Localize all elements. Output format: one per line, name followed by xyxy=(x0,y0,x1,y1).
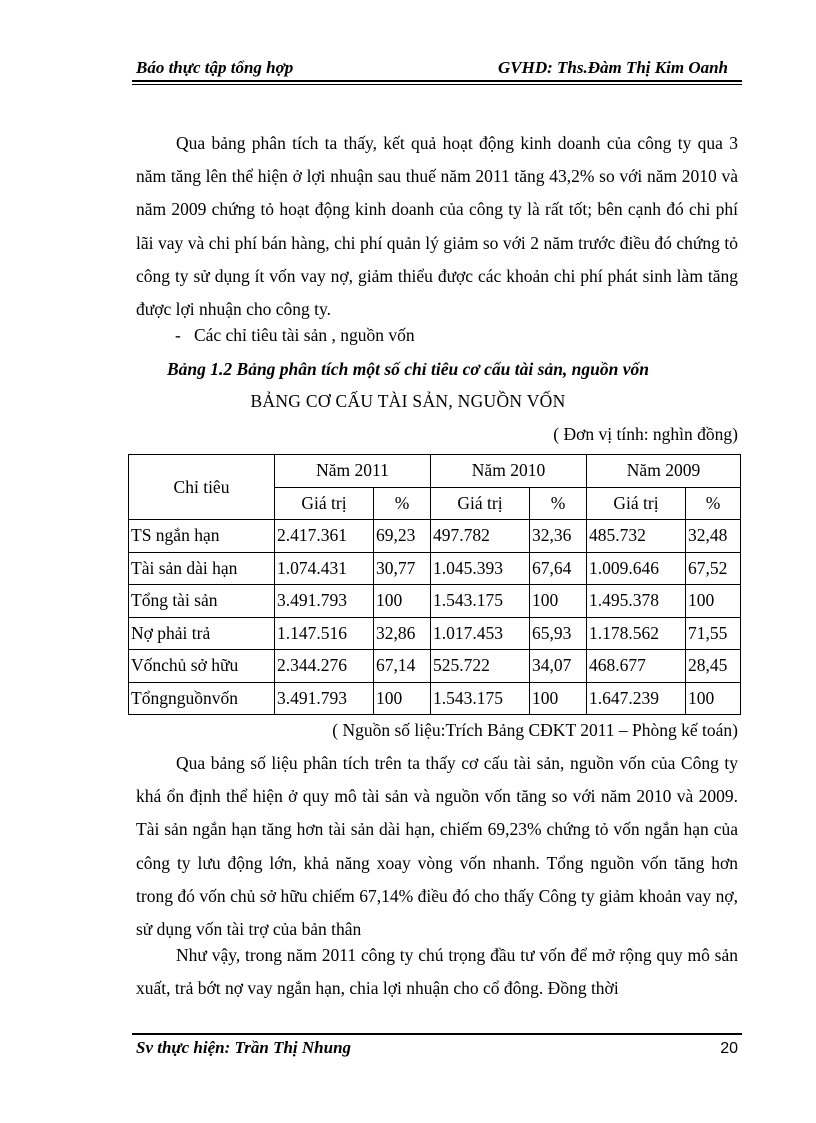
page-header xyxy=(132,56,742,78)
header-supervisor: GVHD: Ths.Đàm Thị Kim Oanh xyxy=(497,58,728,77)
cell-value: 1.647.239 xyxy=(587,682,686,715)
header-year: Năm 2010 xyxy=(431,455,587,488)
page-number: 20 xyxy=(720,1040,738,1057)
header-report-title: Báo thực tập tổng hợp xyxy=(136,58,294,77)
cell-percent: 32,48 xyxy=(686,520,741,553)
row-label: Tổng tài sản xyxy=(129,585,275,618)
table-row xyxy=(129,552,741,585)
cell-percent: 32,36 xyxy=(530,520,587,553)
cell-value: 1.045.393 xyxy=(431,552,530,585)
body-paragraph-1: Qua bảng phân tích ta thấy, kết quả hoạt động kinh doanh của công ty qua 3 năm tăng lên thể hiện ở lợi nhuận sau thuế năm 2011 tăng 43,2% so với năm 2010 và năm 2009 chứng tỏ hoạt động kinh doanh của công ty là rất tốt; bên cạnh đó chi phí lãi vay và chi phí bán hàng, chi phí quản lý giảm so với 2 năm trước điều đó chứng tỏ công ty sử dụng ít vốn vay nợ, giảm thiểu được các khoản chi phí phát sinh làm tăng được lợi nhuận cho công ty. xyxy=(136,133,738,320)
cell-percent: 67,64 xyxy=(530,552,587,585)
table-caption: Bảng 1.2 Bảng phân tích một số chỉ tiêu cơ cấu tài sản, nguồn vốn xyxy=(167,359,649,379)
data-source-note: ( Nguồn số liệu:Trích Bảng CĐKT 2011 – Phòng kế toán) xyxy=(332,720,738,740)
cell-percent: 69,23 xyxy=(374,520,431,553)
cell-percent: 100 xyxy=(374,682,431,715)
cell-value: 497.782 xyxy=(431,520,530,553)
header-percent: % xyxy=(374,487,431,520)
cell-value: 1.074.431 xyxy=(275,552,374,585)
cell-value: 2.344.276 xyxy=(275,650,374,683)
cell-value: 485.732 xyxy=(587,520,686,553)
cell-value: 1.009.646 xyxy=(587,552,686,585)
cell-percent: 34,07 xyxy=(530,650,587,683)
cell-percent: 100 xyxy=(686,682,741,715)
header-percent: % xyxy=(686,487,741,520)
table-row xyxy=(129,682,741,715)
cell-percent: 67,52 xyxy=(686,552,741,585)
table-header-row-years xyxy=(129,455,741,488)
header-year: Năm 2009 xyxy=(587,455,741,488)
header-rule-thin xyxy=(132,84,742,85)
cell-percent: 100 xyxy=(374,585,431,618)
cell-percent: 71,55 xyxy=(686,617,741,650)
cell-value: 468.677 xyxy=(587,650,686,683)
table-row xyxy=(129,585,741,618)
table-row xyxy=(129,650,741,683)
row-label: Nợ phải trả xyxy=(129,617,275,650)
footer-rule xyxy=(132,1033,742,1035)
cell-percent: 100 xyxy=(530,682,587,715)
header-rule-thick xyxy=(132,80,742,82)
header-value: Giá trị xyxy=(431,487,530,520)
cell-percent: 65,93 xyxy=(530,617,587,650)
body-paragraph-3: Như vậy, trong năm 2011 công ty chú trọng đầu tư vốn để mở rộng quy mô sản xuất, trả bớt nợ vay ngắn hạn, chia lợi nhuận cho cổ đông. Đồng thời xyxy=(136,945,738,999)
table-subtitle: BẢNG CƠ CẤU TÀI SẢN, NGUỒN VỐN xyxy=(250,391,566,411)
header-value: Giá trị xyxy=(587,487,686,520)
header-year: Năm 2011 xyxy=(275,455,431,488)
cell-value: 1.147.516 xyxy=(275,617,374,650)
header-value: Giá trị xyxy=(275,487,374,520)
cell-value: 1.543.175 xyxy=(431,585,530,618)
cell-percent: 28,45 xyxy=(686,650,741,683)
asset-structure-table xyxy=(128,454,741,715)
cell-value: 1.178.562 xyxy=(587,617,686,650)
row-label: Vốnchủ sở hữu xyxy=(129,650,275,683)
cell-percent: 100 xyxy=(530,585,587,618)
table-row xyxy=(129,617,741,650)
cell-value: 2.417.361 xyxy=(275,520,374,553)
row-label: TS ngắn hạn xyxy=(129,520,275,553)
cell-value: 3.491.793 xyxy=(275,585,374,618)
cell-percent: 30,77 xyxy=(374,552,431,585)
cell-value: 525.722 xyxy=(431,650,530,683)
body-paragraph-2: Qua bảng số liệu phân tích trên ta thấy cơ cấu tài sản, nguồn vốn của Công ty khá ổn định thể hiện ở quy mô tài sản và nguồn vốn tăng so với năm 2010 và 2009. Tài sản ngắn hạn tăng hơn tài sản dài hạn, chiếm 69,23% chứng tỏ vốn ngắn hạn của công ty lưu động lớn, khả năng xoay vòng vốn nhanh. Tổng nguồn vốn tăng hơn trong đó vốn chủ sở hữu chiếm 67,14% điều đó cho thấy Công ty giảm khoản vay nợ, sử dụng vốn tài trợ của bản thân xyxy=(136,753,738,940)
footer-student: Sv thực hiện: Trần Thị Nhung xyxy=(136,1038,352,1057)
cell-percent: 67,14 xyxy=(374,650,431,683)
cell-value: 1.543.175 xyxy=(431,682,530,715)
table-row xyxy=(129,520,741,553)
cell-value: 1.017.453 xyxy=(431,617,530,650)
cell-value: 3.491.793 xyxy=(275,682,374,715)
row-label: Tổngnguồnvốn xyxy=(129,682,275,715)
header-percent: % xyxy=(530,487,587,520)
row-label: Tài sản dài hạn xyxy=(129,552,275,585)
cell-value: 1.495.378 xyxy=(587,585,686,618)
cell-percent: 100 xyxy=(686,585,741,618)
header-indicator: Chỉ tiêu xyxy=(129,455,275,520)
cell-percent: 32,86 xyxy=(374,617,431,650)
table-unit: ( Đơn vị tính: nghìn đồng) xyxy=(553,424,738,444)
bullet-item: - Các chỉ tiêu tài sản , nguồn vốn xyxy=(175,325,415,345)
